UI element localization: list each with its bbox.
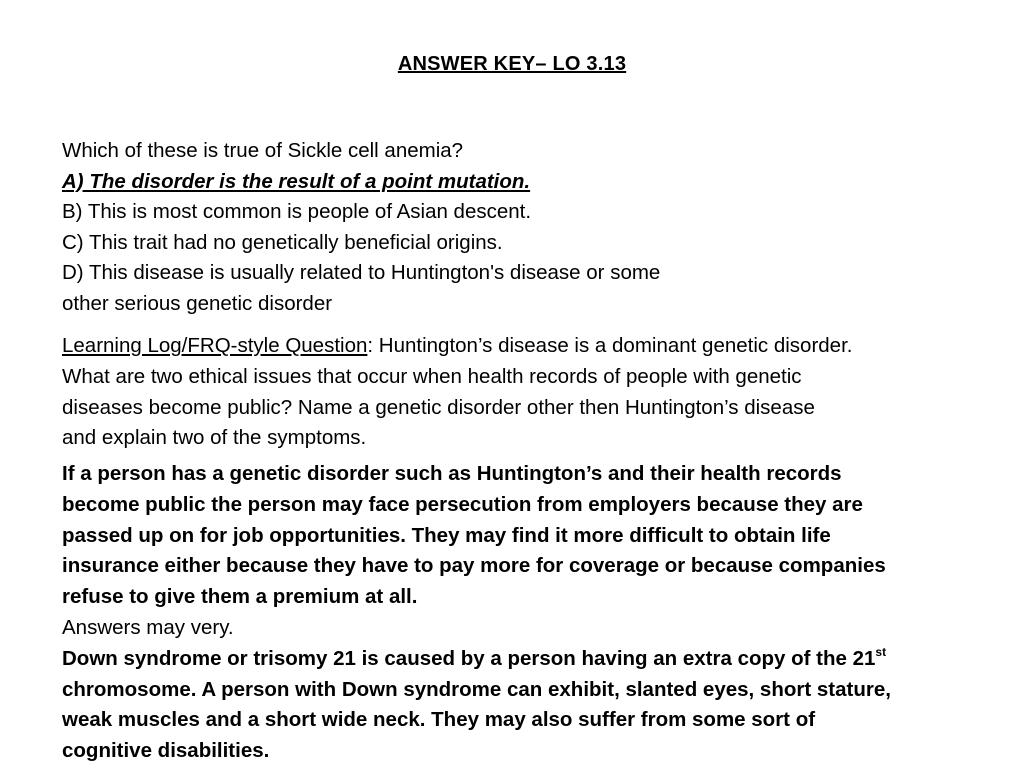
frq-label: Learning Log/FRQ-style Question bbox=[62, 334, 368, 357]
response-para2-line-1-text: Down syndrome or trisomy 21 is caused by a person having an extra copy of the 21 bbox=[62, 646, 876, 670]
question-prompt: Which of these is true of Sickle cell anemia? bbox=[62, 139, 464, 162]
frq-line-1 bbox=[62, 331, 972, 362]
response-para1-line-2: become public the person may face persecution from employers because they are bbox=[62, 492, 863, 516]
multiple-choice-question bbox=[62, 136, 782, 319]
response-para1-line-4: insurance either because they have to pay more for coverage or because companies bbox=[62, 554, 886, 578]
response-para2-line-4: cognitive disabilities. bbox=[62, 739, 270, 763]
response-para1-line-1: If a person has a genetic disorder such as Huntington’s and their health records bbox=[62, 462, 842, 485]
answer-response bbox=[62, 459, 982, 767]
option-d-line-1: D) This disease is usually related to Huntington's disease or some bbox=[62, 261, 661, 284]
response-para1-line-3: passed up on for job opportunities. They may find it more difficult to obtain life bbox=[62, 523, 831, 547]
frq-line-3: diseases become public? Name a genetic disorder other then Huntington’s disease bbox=[62, 395, 815, 419]
option-b: B) This is most common is people of Asian descent. bbox=[62, 200, 532, 223]
option-a-correct: A) The disorder is the result of a point mutation. bbox=[62, 169, 531, 193]
ordinal-superscript: st bbox=[875, 644, 887, 659]
frq-question bbox=[62, 331, 972, 454]
option-d-line-2: other serious genetic disorder bbox=[62, 291, 333, 315]
response-para2-line-3: weak muscles and a short wide neck. They may also suffer from some sort of bbox=[62, 708, 816, 732]
frq-line-2: What are two ethical issues that occur when health records of people with genetic bbox=[62, 364, 802, 388]
option-c: C) This trait had no genetically beneficial origins. bbox=[62, 230, 503, 254]
frq-line-4: and explain two of the symptoms. bbox=[62, 426, 367, 450]
frq-line-1-text: : Huntington’s disease is a dominant genetic disorder. bbox=[367, 334, 853, 357]
response-note: Answers may very. bbox=[62, 615, 234, 639]
response-para2-line-1 bbox=[62, 644, 982, 675]
response-para2-line-2: chromosome. A person with Down syndrome can exhibit, slanted eyes, short stature, bbox=[62, 677, 891, 701]
page-title: ANSWER KEY– LO 3.13 bbox=[397, 53, 627, 75]
response-para1-line-5: refuse to give them a premium at all. bbox=[62, 585, 418, 609]
